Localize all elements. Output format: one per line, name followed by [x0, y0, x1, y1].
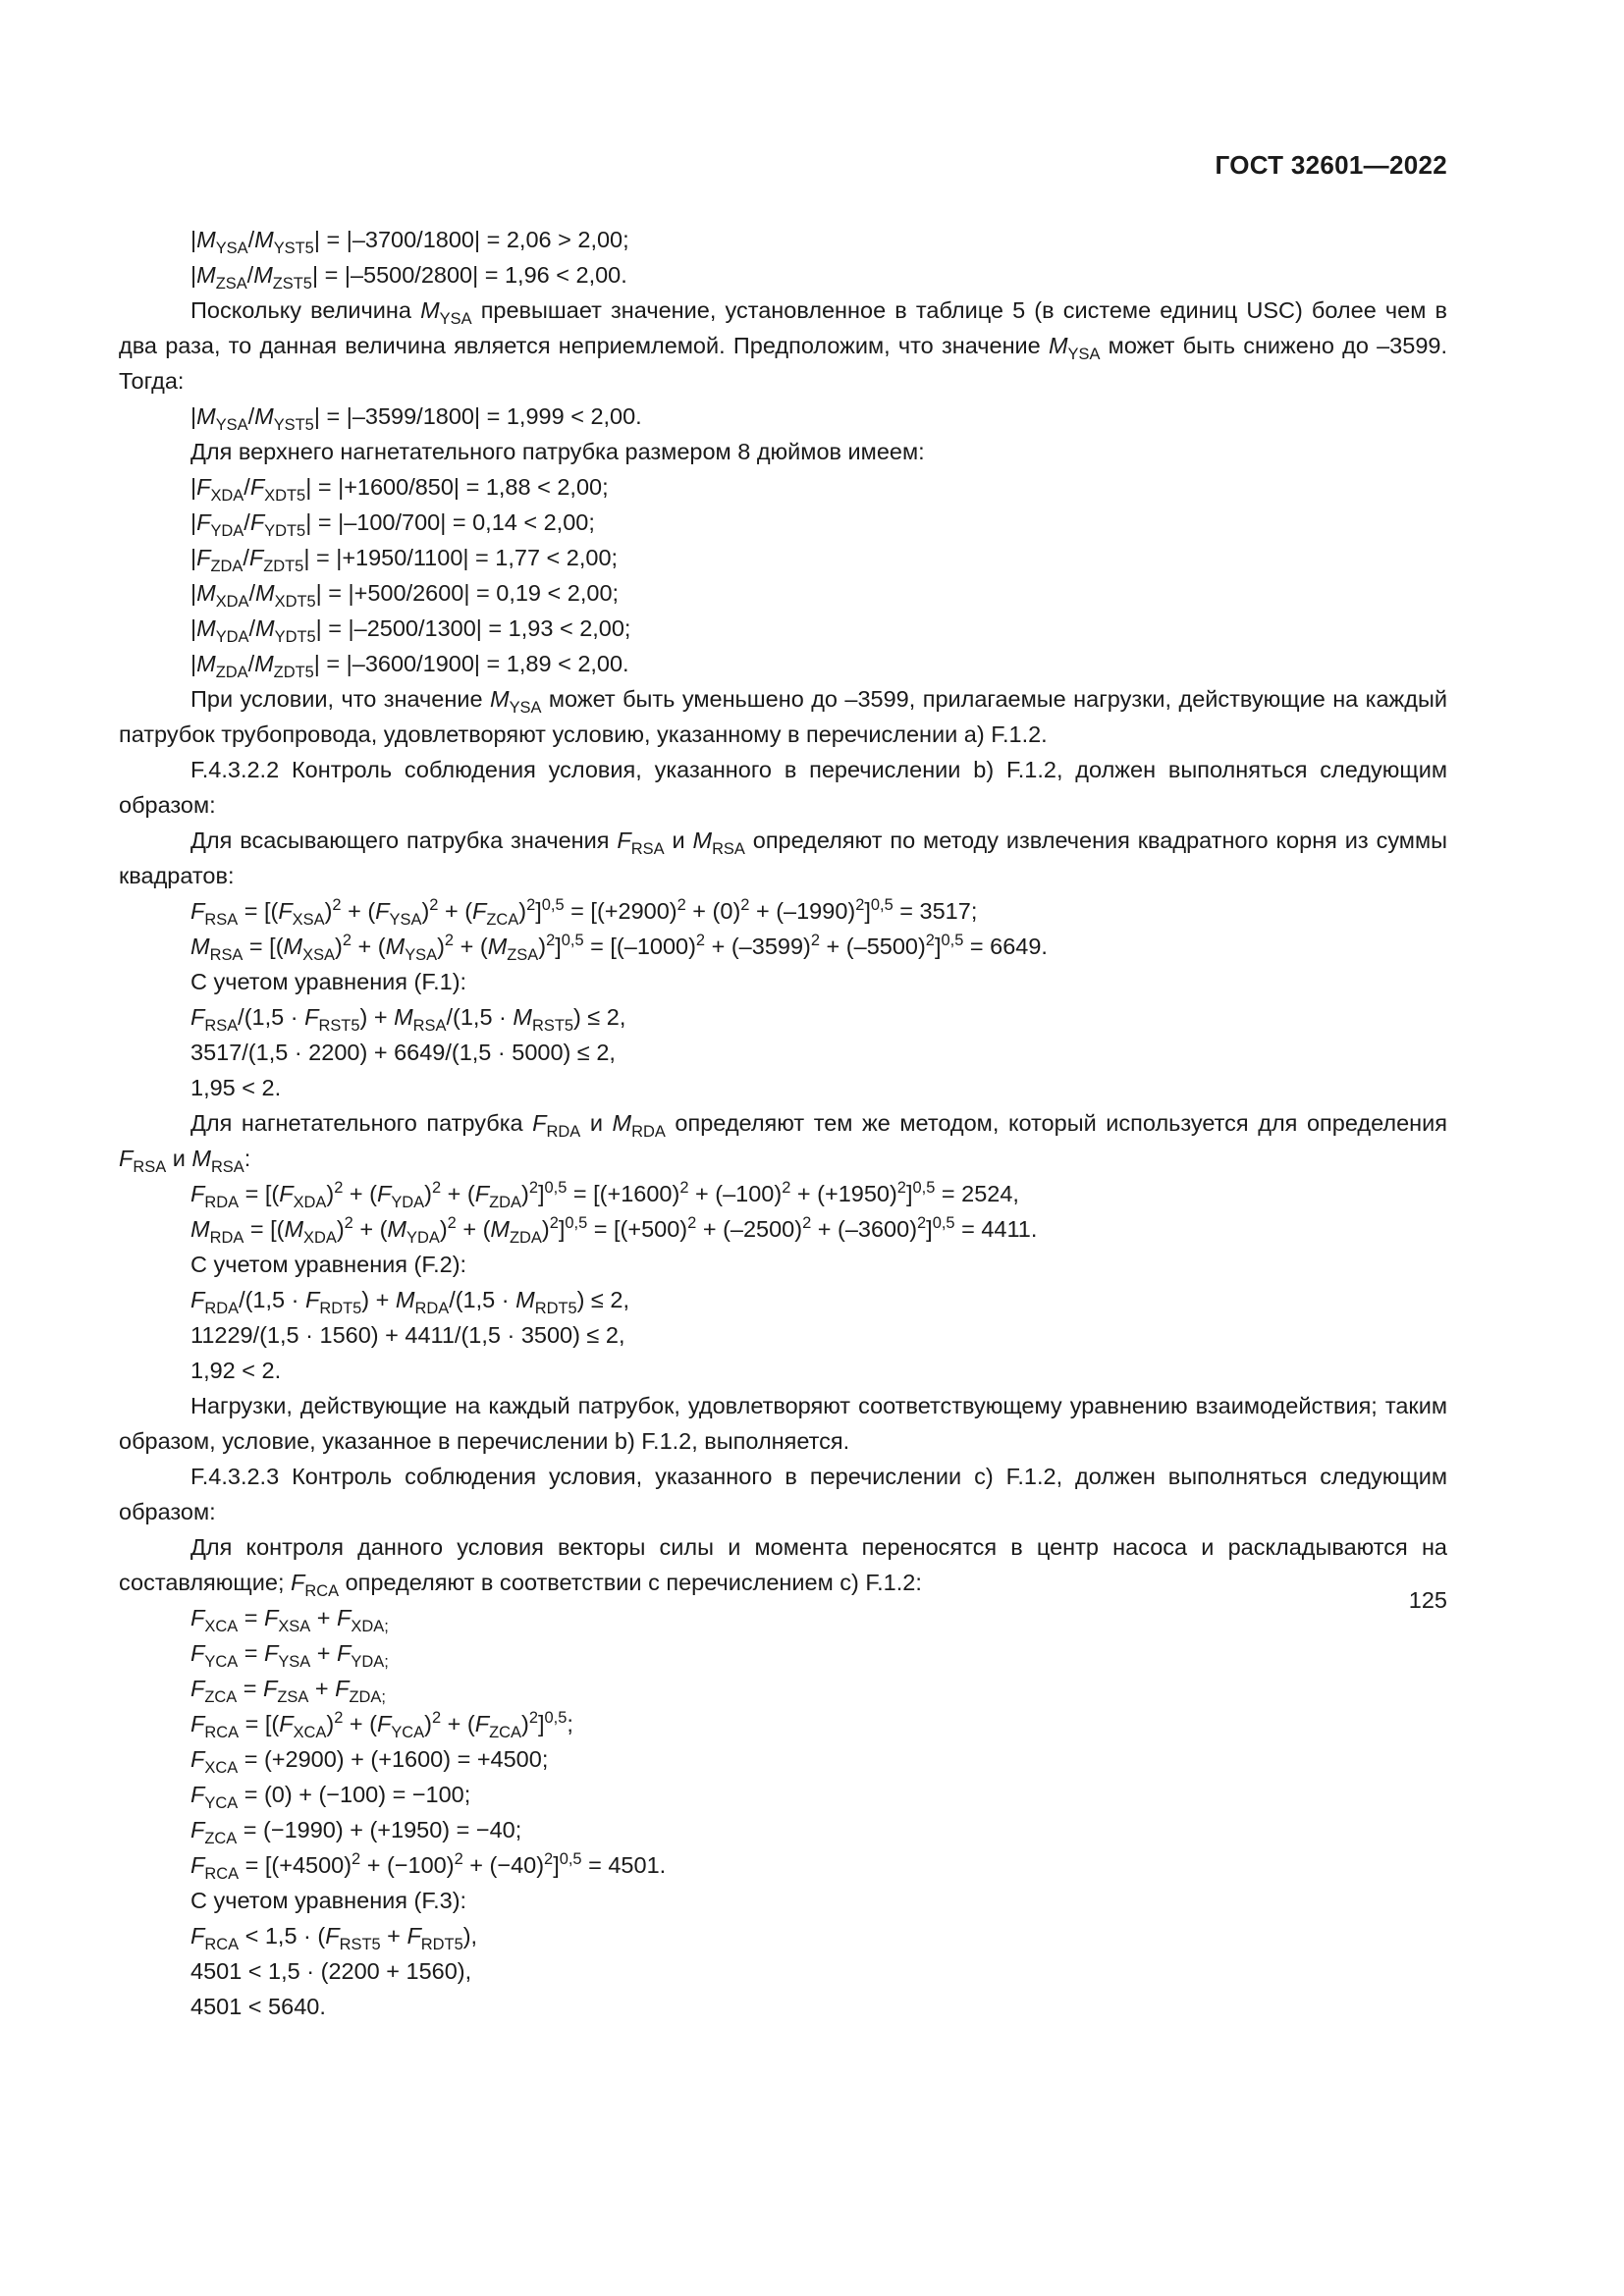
equation-line: $M_{RSA} = [(M_{XSA})^2 + (M_{YSA})^2 + (M_{ZSA})^2]^{0,5} = [(-1000)^2 + (-3599)^2 + (-5500)^2]^{0,5} = 6649$.	[190, 931, 1048, 964]
equation-line: $F_{RCA} = [(+4500)^2 + (-100)^2 + (-40)^2]^{0,5} = 4501$.	[190, 1849, 667, 1883]
equation-line: 3517/(1,5 · 2200) + 6649/(1,5 · 5000) ≤ 2,	[190, 1040, 616, 1065]
paragraph: Поскольку величина $M_{YSA}$ превышает значение, установленное в таблице 5 (в системе единиц USC) более чем в два раза, то данная величина является неприемлемой. Предположим, что значение $M_{YSA}$ может быть снижено до –3599. Тогда:	[119, 297, 1447, 394]
text-line: С учетом уравнения (F.1):	[190, 969, 467, 994]
equation-line: $F_{ZCA} = F_{ZSA} + F_{ZDA;}$	[190, 1676, 386, 1706]
text-line: Для верхнего нагнетательного патрубка размером 8 дюймов имеем:	[190, 439, 925, 464]
paragraph: При условии, что значение $M_{YSA}$ может быть уменьшено до –3599, прилагаемые нагрузки, действующие на каждый патрубок трубопровода, удовлетворяют условию, указанному в перечислении а) F.1.2.	[119, 686, 1448, 747]
equation-line: $F_{XCA} = (+2900) + (+1600) = +4500$;	[190, 1746, 549, 1777]
section-paragraph: F.4.3.2.3 Контроль соблюдения условия, указанного в перечислении с) F.1.2, должен выполняться следующим образом:	[119, 1464, 1447, 1524]
equation-line: $|M_{YSA}/M_{YST5}| = |-3700/1800| = 2,06 > 2,00$;	[190, 227, 629, 257]
equation-line: 1,92 < 2.	[190, 1358, 282, 1383]
equation-line: $F_{XCA} = F_{XSA} + F_{XDA;}$	[190, 1605, 389, 1635]
equation-line: $F_{RCA} = [(F_{XCA})^2 + (F_{YCA})^2 + (F_{ZCA})^2]^{0,5}$;	[190, 1708, 573, 1741]
equation-line: $F_{RCA} < 1,5 \cdot (F_{RST5} + F_{RDT5})$,	[190, 1923, 478, 1953]
equation-line: 4501 < 5640.	[190, 1994, 326, 2019]
equation-line: $|M_{ZSA}/M_{ZST5}| = |-5500/2800| = 1,96 < 2,00$.	[190, 262, 627, 293]
paragraph: Для нагнетательного патрубка $F_{RDA}$ и $M_{RDA}$ определяют тем же методом, который используется для определения $F_{RSA}$ и $M_{RSA}$:	[119, 1110, 1448, 1176]
equation-line: $|M_{YDA}/M_{YDT5}| = |-2500/1300| = 1,93 < 2,00$;	[190, 615, 631, 646]
equation-line: 4501 < 1,5 · (2200 + 1560),	[190, 1958, 472, 1984]
equation-line: $|M_{XDA}/M_{XDT5}| = |+500/2600| = 0,19 < 2,00$;	[190, 580, 620, 611]
standard-header: ГОСТ 32601—2022	[1215, 150, 1447, 180]
equation-line: $M_{RDA} = [(M_{XDA})^2 + (M_{YDA})^2 + (M_{ZDA})^2]^{0,5} = [(+500)^2 + (-2500)^2 + (-3600)^2]^{0,5} = 4411$.	[190, 1213, 1038, 1247]
equation-line: $|M_{ZDA}/M_{ZDT5}| = |-3600/1900| = 1,89 < 2,00$.	[190, 651, 629, 681]
equation-line: 11229/(1,5 · 1560) + 4411/(1,5 · 3500) ≤ 2,	[190, 1322, 625, 1348]
equation-line: $|F_{YDA}/F_{YDT5}| = |-100/700| = 0,14 < 2,00$;	[190, 509, 595, 540]
equation-line: $F_{YCA} = (0) + (-100) = -100$;	[190, 1782, 471, 1812]
text-line: С учетом уравнения (F.3):	[190, 1888, 467, 1913]
equation-line: $F_{RSA}/(1,5 \cdot F_{RST5}) + M_{RSA}/(1,5 \cdot M_{RST5}) \le 2$,	[190, 1004, 626, 1035]
paragraph: Нагрузки, действующие на каждый патрубок, удовлетворяют соответствующему уравнению взаимодействия; таким образом, условие, указанное в перечислении b) F.1.2, выполняется.	[119, 1393, 1447, 1454]
equation-line: $F_{RDA} = [(F_{XDA})^2 + (F_{YDA})^2 + (F_{ZDA})^2]^{0,5} = [(+1600)^2 + (-100)^2 + (+1950)^2]^{0,5} = 2524$,	[190, 1178, 1019, 1211]
paragraph: Для контроля данного условия векторы силы и момента переносятся в центр насоса и раскладываются на составляющие; $F_{RCA}$ определяют в соответствии с перечислением с) F.1.2:	[119, 1534, 1447, 1600]
page-number: 125	[1408, 1587, 1447, 1613]
equation-line: $|F_{XDA}/F_{XDT5}| = |+1600/850| = 1,88 < 2,00$;	[190, 474, 609, 505]
equation-line: $F_{RSA} = [(F_{XSA})^2 + (F_{YSA})^2 + (F_{ZCA})^2]^{0,5} = [(+2900)^2 + (0)^2 + (-1990)^2]^{0,5} = 3517$;	[190, 895, 978, 929]
paragraph: Для всасывающего патрубка значения $F_{RSA}$ и $M_{RSA}$ определяют по методу извлечения квадратного корня из суммы квадратов:	[119, 828, 1448, 888]
equation-line: $|M_{YSA}/M_{YST5}| = |-3599/1800| = 1,999 < 2,00$.	[190, 403, 642, 434]
equation-line: 1,95 < 2.	[190, 1075, 282, 1100]
section-paragraph: F.4.3.2.2 Контроль соблюдения условия, указанного в перечислении b) F.1.2, должен выполняться следующим образом:	[119, 757, 1447, 818]
equation-line: $F_{ZCA} = (-1990) + (+1950) = -40$;	[190, 1817, 522, 1847]
text-line: С учетом уравнения (F.2):	[190, 1252, 467, 1277]
page-content	[119, 222, 1447, 2024]
equation-line: $F_{RDA}/(1,5 \cdot F_{RDT5}) + M_{RDA}/(1,5 \cdot M_{RDT5}) \le 2$,	[190, 1287, 630, 1317]
equation-line: $|F_{ZDA}/F_{ZDT5}| = |+1950/1100| = 1,77 < 2,00$;	[190, 545, 619, 575]
equation-line: $F_{YCA} = F_{YSA} + F_{YDA;}$	[190, 1640, 389, 1671]
